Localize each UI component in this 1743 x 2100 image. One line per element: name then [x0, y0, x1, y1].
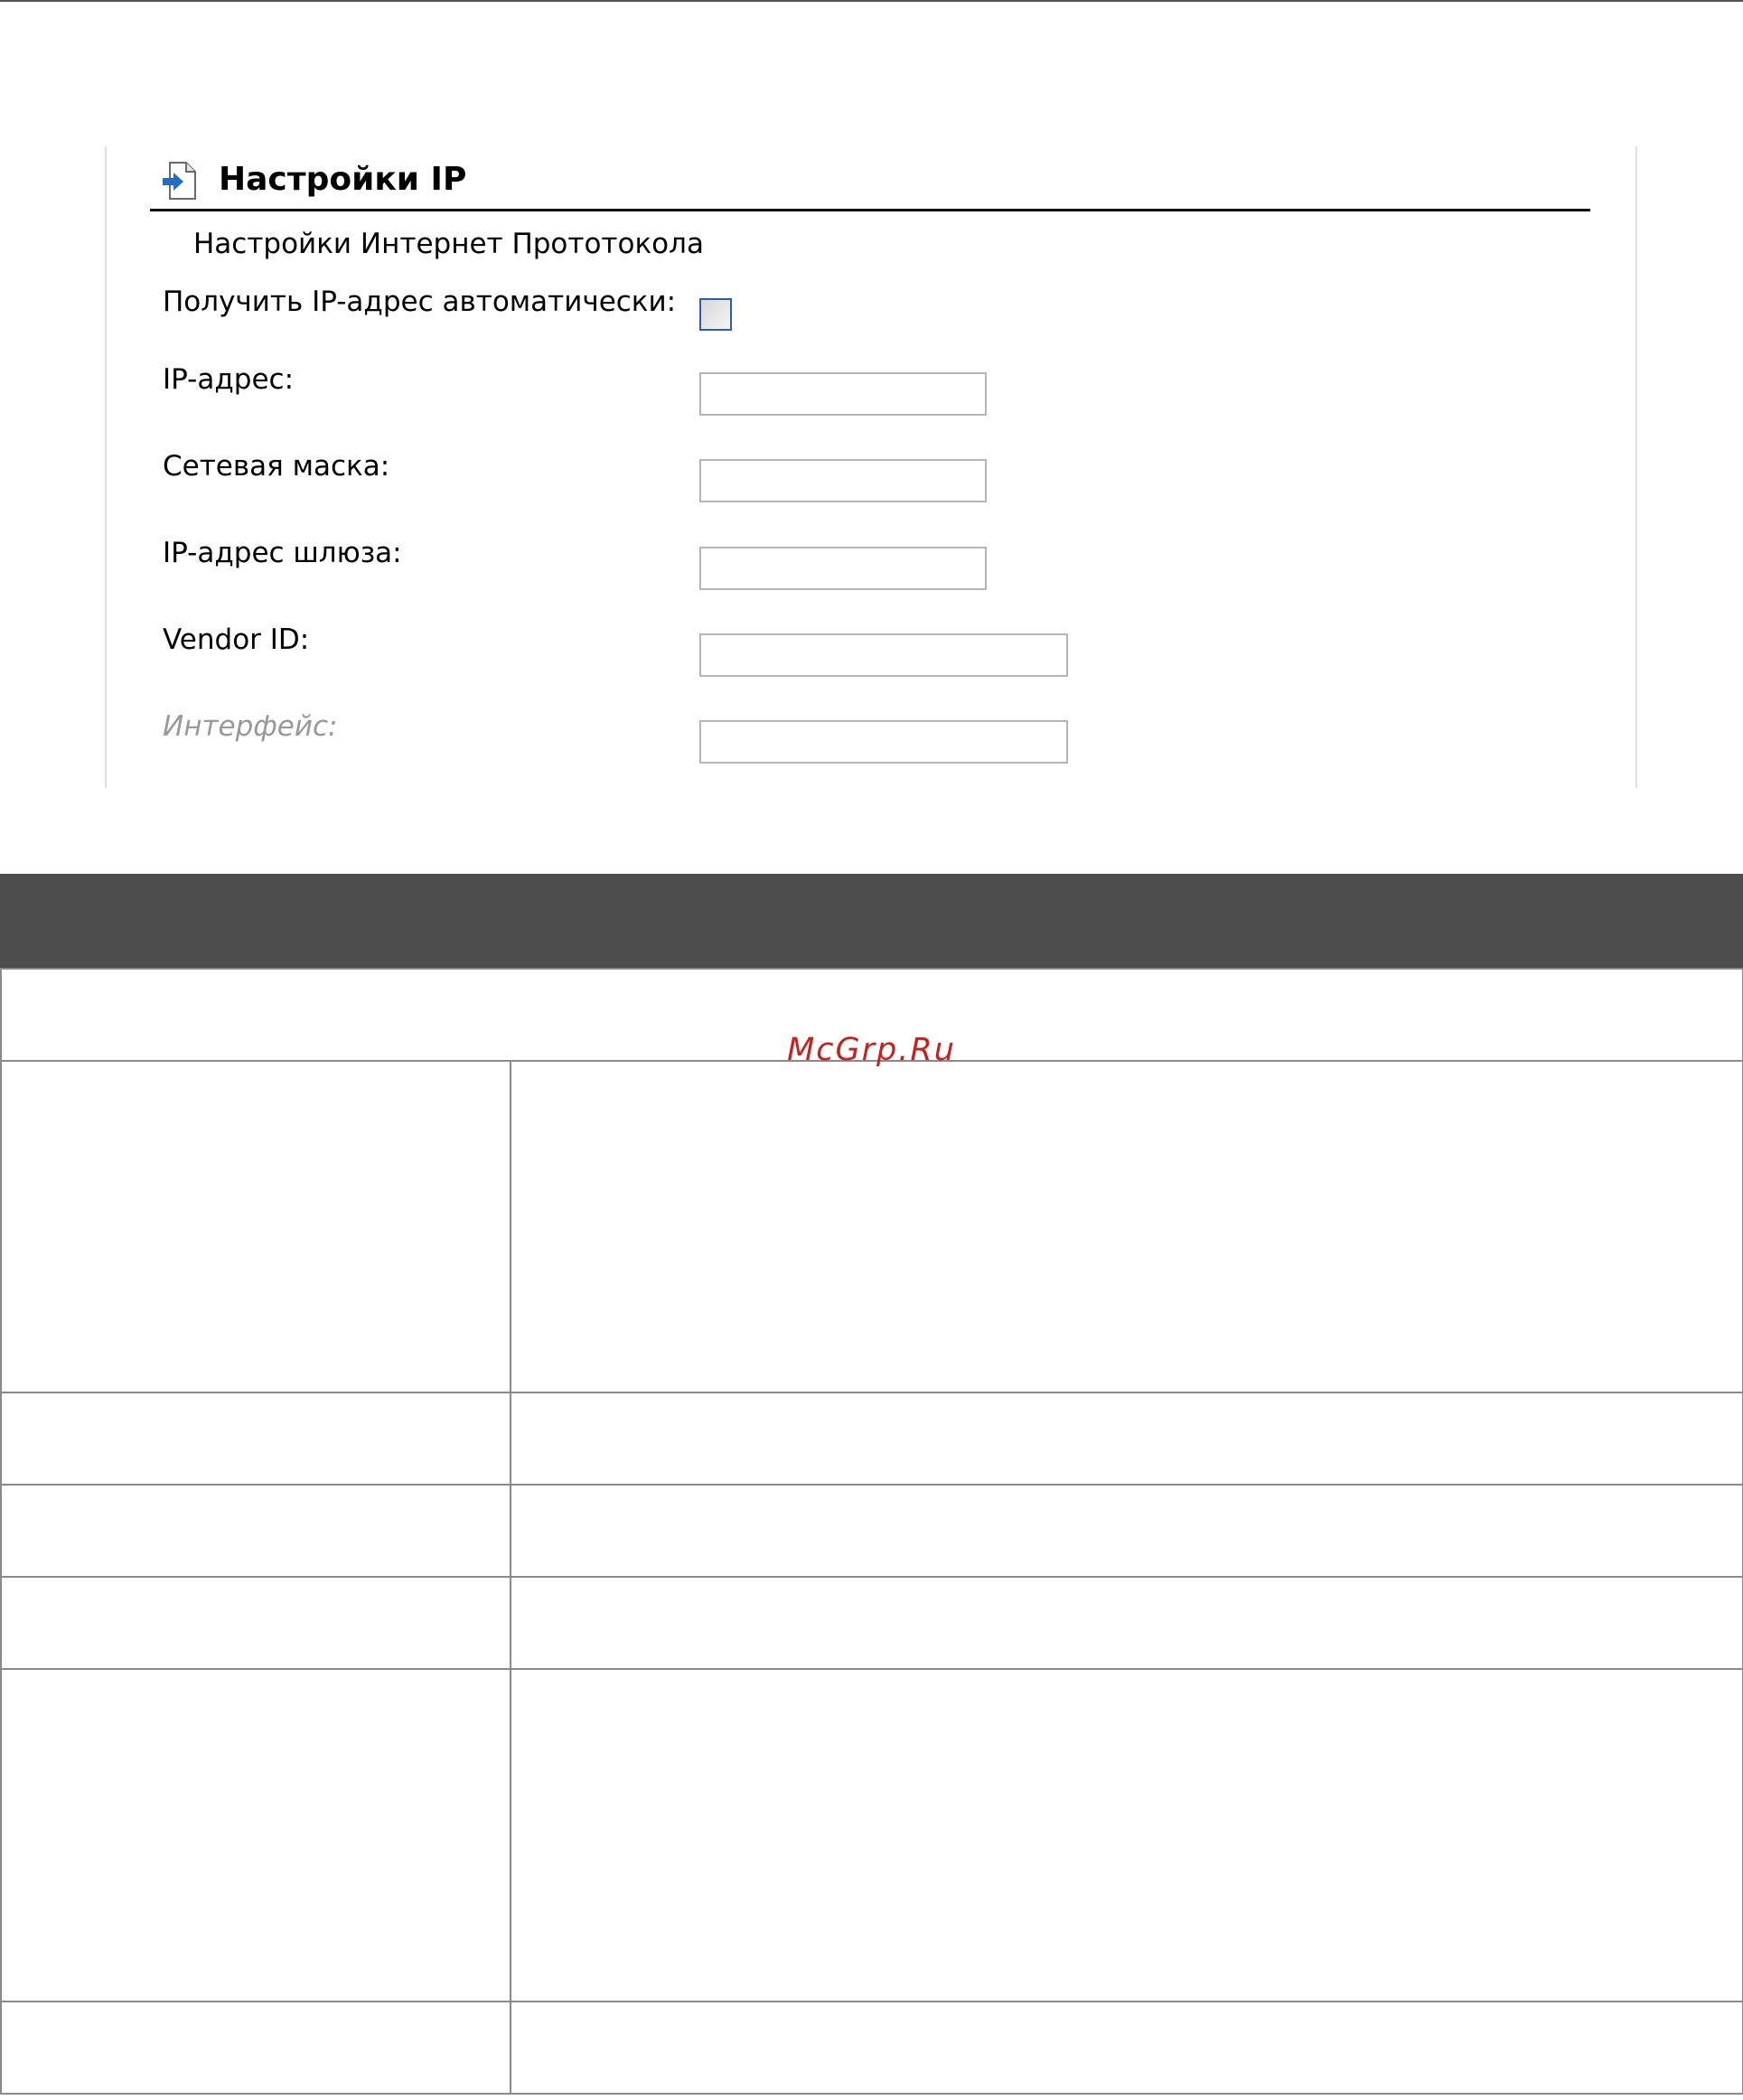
auto-ip-checkbox[interactable]	[699, 298, 732, 331]
title-divider	[150, 209, 1590, 211]
table-cell	[511, 1485, 1743, 1577]
document-arrow-icon	[161, 161, 199, 201]
panel-title: Настройки IP	[219, 161, 467, 198]
table-cell	[1, 1577, 511, 1669]
table-cell	[511, 1061, 1743, 1392]
table-header	[0, 874, 1743, 968]
section-label: Настройки Интернет Прототокола	[193, 228, 704, 260]
table-cell	[511, 1577, 1743, 1669]
table-cell	[1, 1669, 511, 2002]
gateway-input[interactable]	[699, 547, 987, 590]
watermark-text: McGrp.Ru	[787, 1032, 956, 1068]
table-row	[1, 1577, 1743, 1669]
table-row	[1, 1669, 1743, 2002]
table-row	[1, 1485, 1743, 1577]
ip-address-input[interactable]	[699, 372, 987, 416]
auto-ip-label: Получить IP-адрес автоматически:	[163, 286, 677, 318]
table-cell	[1, 2002, 511, 2094]
table-cell	[511, 1392, 1743, 1485]
netmask-input[interactable]	[699, 459, 987, 502]
top-rule	[0, 0, 1743, 2]
ip-address-label: IP-адрес:	[163, 363, 295, 396]
table-row	[1, 1061, 1743, 1392]
table-cell	[1, 1061, 511, 1392]
table-row	[1, 2002, 1743, 2094]
vendor-id-input[interactable]	[699, 633, 1068, 677]
interface-label: Интерфейс:	[163, 710, 338, 743]
description-table	[0, 968, 1743, 2095]
table-cell	[511, 1669, 1743, 2002]
table-row	[1, 1392, 1743, 1485]
gateway-label: IP-адрес шлюза:	[163, 537, 402, 569]
interface-input[interactable]	[699, 720, 1068, 764]
vendor-id-label: Vendor ID:	[163, 623, 310, 656]
table-cell	[1, 1485, 511, 1577]
table-cell	[1, 1392, 511, 1485]
netmask-label: Сетевая маска:	[163, 450, 390, 483]
table-cell	[511, 2002, 1743, 2094]
ip-settings-panel	[105, 146, 1637, 788]
